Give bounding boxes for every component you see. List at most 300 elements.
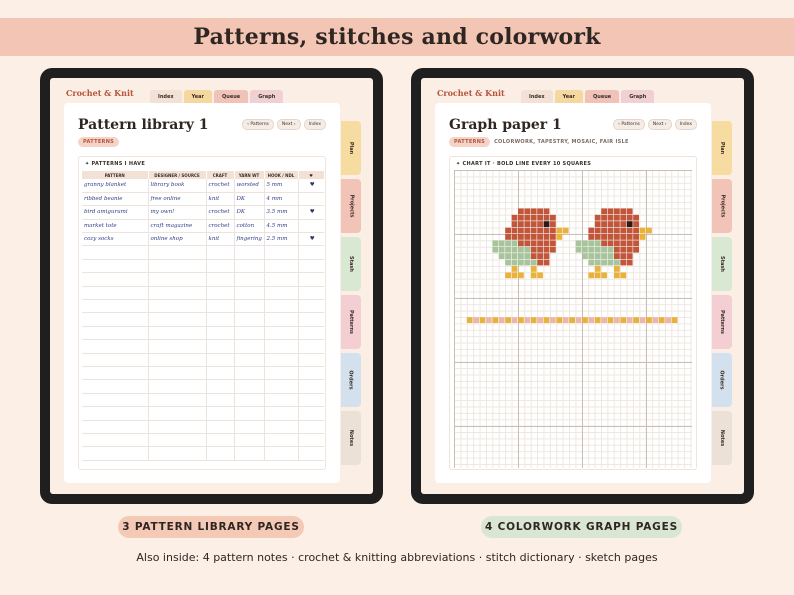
table-cell[interactable]	[234, 447, 264, 460]
tab-year[interactable]: Year	[184, 90, 212, 103]
prev-patterns-button[interactable]: ‹ Patterns	[613, 119, 645, 130]
side-tab-label: Plan	[348, 141, 354, 155]
table-cell[interactable]	[82, 259, 148, 272]
table-cell[interactable]	[264, 313, 298, 326]
table-cell[interactable]	[148, 273, 206, 286]
favorite-heart[interactable]	[298, 192, 324, 205]
table-cell[interactable]: library book	[148, 179, 206, 192]
table-cell[interactable]	[82, 246, 148, 259]
bird-left-stitch	[524, 208, 530, 214]
table-cell[interactable]: ribbed beanie	[82, 192, 148, 205]
table-cell[interactable]	[148, 313, 206, 326]
bird-right-stitch	[627, 228, 633, 234]
favorite-heart[interactable]	[298, 219, 324, 232]
table-cell[interactable]	[298, 246, 324, 259]
bird-left-stitch	[531, 221, 537, 227]
table-row[interactable]	[82, 366, 324, 379]
bird-right-stitch	[620, 272, 626, 278]
table-cell[interactable]	[234, 380, 264, 393]
page-nav	[242, 119, 326, 130]
table-cell[interactable]	[148, 393, 206, 406]
table-cell[interactable]: free online	[148, 192, 206, 205]
next-button[interactable]: Next ›	[277, 119, 301, 130]
table-cell[interactable]	[264, 326, 298, 339]
index-button[interactable]: Index	[675, 119, 697, 130]
border-stitch	[518, 317, 524, 323]
table-cell[interactable]	[298, 393, 324, 406]
table-cell[interactable]	[234, 340, 264, 353]
table-cell[interactable]	[298, 300, 324, 313]
border-stitch	[614, 317, 620, 323]
page-title: Pattern library 1	[78, 117, 209, 133]
bird-left-stitch	[505, 253, 511, 259]
bird-left-stitch	[524, 228, 530, 234]
tab-year[interactable]: Year	[555, 90, 583, 103]
table-cell[interactable]	[264, 433, 298, 446]
table-row[interactable]	[82, 273, 324, 286]
table-cell[interactable]	[264, 420, 298, 433]
side-tab-patterns[interactable]	[712, 295, 732, 349]
planner-page	[435, 103, 711, 483]
table-cell[interactable]	[298, 366, 324, 379]
table-cell[interactable]	[298, 273, 324, 286]
bird-left-stitch	[537, 247, 543, 253]
bird-left-stitch	[537, 234, 543, 240]
section-title: ✦ PATTERNS I HAVE	[85, 161, 146, 167]
border-stitch	[544, 317, 550, 323]
table-cell[interactable]	[264, 300, 298, 313]
tab-graph[interactable]: Graph	[250, 90, 283, 103]
tab-index[interactable]: Index	[150, 90, 182, 103]
table-cell[interactable]	[82, 447, 148, 460]
table-cell[interactable]	[234, 393, 264, 406]
bird-left-stitch	[512, 228, 518, 234]
table-cell[interactable]	[298, 380, 324, 393]
bird-right-stitch	[576, 247, 582, 253]
bird-left-stitch	[531, 228, 537, 234]
border-stitch	[492, 317, 498, 323]
patterns-pill[interactable]: PATTERNS	[78, 137, 119, 147]
side-tab-label: Plan	[719, 141, 725, 155]
table-cell[interactable]	[234, 420, 264, 433]
table-cell[interactable]	[264, 353, 298, 366]
border-stitch	[627, 317, 633, 323]
bird-right-stitch	[601, 228, 607, 234]
table-cell[interactable]	[298, 433, 324, 446]
table-cell[interactable]	[206, 433, 234, 446]
table-cell[interactable]	[234, 273, 264, 286]
table-cell[interactable]	[234, 300, 264, 313]
table-cell[interactable]	[298, 340, 324, 353]
table-cell[interactable]	[148, 340, 206, 353]
graph-pages-caption: 4 COLORWORK GRAPH PAGES	[481, 516, 682, 538]
bird-right-stitch	[601, 247, 607, 253]
bird-left-stitch	[531, 266, 537, 272]
table-cell[interactable]	[298, 313, 324, 326]
side-tab-label: Patterns	[719, 309, 726, 335]
table-row[interactable]	[82, 340, 324, 353]
side-tab-label: Stash	[348, 256, 354, 272]
bird-left-stitch	[550, 247, 556, 253]
next-button[interactable]: Next ›	[648, 119, 672, 130]
table-cell[interactable]	[234, 313, 264, 326]
bird-right-stitch	[588, 247, 594, 253]
bird-left-stitch	[512, 234, 518, 240]
planner-page	[64, 103, 340, 483]
bird-right-stitch	[620, 260, 626, 266]
table-cell[interactable]	[148, 433, 206, 446]
table-row[interactable]	[82, 233, 324, 246]
side-tab-stash[interactable]	[712, 237, 732, 291]
table-cell[interactable]	[264, 273, 298, 286]
table-cell[interactable]	[264, 366, 298, 379]
bird-right-stitch	[595, 272, 601, 278]
index-button[interactable]: Index	[304, 119, 326, 130]
bird-right-stitch	[595, 240, 601, 246]
table-cell[interactable]	[264, 286, 298, 299]
top-tabs	[521, 90, 654, 103]
table-cell[interactable]	[206, 393, 234, 406]
bird-right-stitch	[614, 253, 620, 259]
table-row[interactable]	[82, 259, 324, 272]
side-tab-orders[interactable]	[712, 353, 732, 407]
border-stitch	[531, 317, 537, 323]
bird-left-stitch	[505, 240, 511, 246]
bird-left-stitch	[544, 228, 550, 234]
bird-left-stitch	[505, 260, 511, 266]
side-tab-plan[interactable]	[341, 121, 361, 175]
table-row[interactable]	[82, 393, 324, 406]
bird-left-stitch	[556, 234, 562, 240]
bird-right-stitch	[640, 228, 646, 234]
table-cell[interactable]	[82, 420, 148, 433]
table-cell[interactable]	[298, 407, 324, 420]
table-cell[interactable]	[148, 300, 206, 313]
bird-left-stitch	[524, 247, 530, 253]
table-cell[interactable]	[82, 407, 148, 420]
table-cell[interactable]: DK	[234, 192, 264, 205]
bird-left-stitch	[556, 228, 562, 234]
table-cell[interactable]	[206, 420, 234, 433]
bird-right-stitch	[614, 228, 620, 234]
bird-right-stitch	[620, 234, 626, 240]
table-cell[interactable]	[82, 353, 148, 366]
side-tab-projects[interactable]	[712, 179, 732, 233]
table-cell[interactable]	[234, 246, 264, 259]
tab-queue[interactable]: Queue	[585, 90, 619, 103]
table-cell[interactable]: 2.5 mm	[264, 233, 298, 246]
bird-left-stitch	[531, 260, 537, 266]
table-cell[interactable]	[82, 340, 148, 353]
bird-right-stitch	[595, 253, 601, 259]
table-cell[interactable]	[206, 380, 234, 393]
border-stitch	[563, 317, 569, 323]
table-cell[interactable]	[206, 259, 234, 272]
table-cell[interactable]	[206, 286, 234, 299]
bird-left-stitch	[518, 260, 524, 266]
table-cell[interactable]: 5 mm	[264, 179, 298, 192]
table-cell[interactable]	[264, 407, 298, 420]
table-cell[interactable]	[234, 433, 264, 446]
bird-left-stitch	[537, 215, 543, 221]
table-cell[interactable]: cozy socks	[82, 233, 148, 246]
bird-left-stitch	[512, 272, 518, 278]
column-header: PATTERN	[82, 171, 148, 179]
table-cell[interactable]: granny blanket	[82, 179, 148, 192]
bird-right-stitch	[601, 215, 607, 221]
bird-right-stitch	[608, 221, 614, 227]
bird-left-stitch	[537, 228, 543, 234]
table-row[interactable]	[82, 407, 324, 420]
bird-left-stitch	[524, 253, 530, 259]
table-cell[interactable]	[264, 393, 298, 406]
table-cell[interactable]	[298, 286, 324, 299]
table-cell[interactable]	[82, 286, 148, 299]
favorite-heart[interactable]: ♥	[298, 179, 324, 192]
table-cell[interactable]	[234, 366, 264, 379]
table-row[interactable]	[82, 206, 324, 219]
side-tab-projects[interactable]	[341, 179, 361, 233]
table-cell[interactable]	[234, 353, 264, 366]
border-stitch	[499, 317, 505, 323]
table-cell[interactable]	[206, 407, 234, 420]
border-stitch	[595, 317, 601, 323]
bird-left-stitch	[531, 247, 537, 253]
bird-left-stitch	[524, 234, 530, 240]
border-stitch	[659, 317, 665, 323]
bird-right-stitch	[614, 266, 620, 272]
table-row[interactable]	[82, 313, 324, 326]
bird-left-stitch	[512, 247, 518, 253]
table-cell[interactable]	[82, 313, 148, 326]
tab-queue[interactable]: Queue	[214, 90, 248, 103]
bird-left-stitch	[550, 240, 556, 246]
table-row[interactable]	[82, 380, 324, 393]
table-cell[interactable]	[298, 259, 324, 272]
bird-left-stitch	[512, 266, 518, 272]
table-cell[interactable]: online shop	[148, 233, 206, 246]
side-tab-orders[interactable]	[341, 353, 361, 407]
table-cell[interactable]	[148, 286, 206, 299]
border-stitch	[646, 317, 652, 323]
table-cell[interactable]	[82, 380, 148, 393]
side-tab-label: Notes	[718, 429, 725, 447]
prev-patterns-button[interactable]: ‹ Patterns	[242, 119, 274, 130]
bird-right-stitch	[608, 240, 614, 246]
bird-right-stitch	[588, 272, 594, 278]
bird-right-stitch	[614, 215, 620, 221]
table-row[interactable]	[82, 433, 324, 446]
patterns-pill[interactable]: PATTERNS	[449, 137, 490, 147]
bird-left-stitch	[550, 228, 556, 234]
bird-right-stitch	[595, 228, 601, 234]
patterns-table	[82, 171, 325, 461]
tab-index[interactable]: Index	[521, 90, 553, 103]
bird-left-stitch	[544, 221, 550, 227]
table-cell[interactable]	[206, 326, 234, 339]
bird-left-stitch	[518, 215, 524, 221]
side-tab-notes[interactable]	[712, 411, 732, 465]
table-header-row	[82, 171, 324, 179]
table-cell[interactable]: knit	[206, 192, 234, 205]
table-cell[interactable]	[82, 393, 148, 406]
footer-note: Also inside: 4 pattern notes · crochet & knitting abbreviations · stitch dictionary · sketch pages	[136, 551, 658, 564]
header-banner	[0, 18, 794, 56]
side-tab-label: Orders	[718, 370, 725, 390]
bird-left-stitch	[537, 253, 543, 259]
table-cell[interactable]	[82, 273, 148, 286]
tablet-screen	[50, 78, 373, 494]
table-cell[interactable]	[148, 326, 206, 339]
border-stitch	[652, 317, 658, 323]
table-cell[interactable]	[82, 366, 148, 379]
bird-right-stitch	[614, 234, 620, 240]
favorite-heart[interactable]: ♥	[298, 206, 324, 219]
table-cell[interactable]	[148, 380, 206, 393]
bird-left-stitch	[518, 208, 524, 214]
table-cell[interactable]: crochet	[206, 206, 234, 219]
table-cell[interactable]	[206, 353, 234, 366]
bird-right-stitch	[627, 221, 633, 227]
table-row[interactable]	[82, 192, 324, 205]
table-row[interactable]	[82, 353, 324, 366]
table-cell[interactable]	[298, 447, 324, 460]
table-cell[interactable]: my own!	[148, 206, 206, 219]
table-cell[interactable]	[264, 340, 298, 353]
table-cell[interactable]	[234, 407, 264, 420]
table-cell[interactable]	[148, 246, 206, 259]
table-row[interactable]	[82, 447, 324, 460]
bird-left-stitch	[531, 253, 537, 259]
bird-right-stitch	[608, 228, 614, 234]
bird-left-stitch	[518, 221, 524, 227]
table-cell[interactable]	[148, 366, 206, 379]
table-cell[interactable]	[82, 433, 148, 446]
table-cell[interactable]	[264, 447, 298, 460]
table-cell[interactable]	[264, 259, 298, 272]
side-tab-notes[interactable]	[341, 411, 361, 465]
column-header: DESIGNER / SOURCE	[148, 171, 206, 179]
bird-left-stitch	[499, 247, 505, 253]
bird-right-stitch	[601, 272, 607, 278]
table-cell[interactable]	[206, 313, 234, 326]
table-cell[interactable]: crochet	[206, 179, 234, 192]
table-cell[interactable]: knit	[206, 233, 234, 246]
side-tab-plan[interactable]	[712, 121, 732, 175]
side-tab-stash[interactable]	[341, 237, 361, 291]
bird-right-stitch	[595, 221, 601, 227]
table-cell[interactable]	[264, 246, 298, 259]
bird-right-stitch	[614, 208, 620, 214]
table-cell[interactable]: 3.5 mm	[264, 206, 298, 219]
table-cell[interactable]	[234, 286, 264, 299]
table-row[interactable]	[82, 219, 324, 232]
table-cell[interactable]	[206, 246, 234, 259]
bird-left-stitch	[518, 247, 524, 253]
table-cell[interactable]: worsted	[234, 179, 264, 192]
bird-right-stitch	[633, 215, 639, 221]
table-cell[interactable]: market tote	[82, 219, 148, 232]
table-cell[interactable]: fingering	[234, 233, 264, 246]
graph-box	[449, 156, 697, 470]
bird-right-stitch	[601, 260, 607, 266]
side-tab-label: Patterns	[348, 309, 355, 335]
bird-left-stitch	[550, 215, 556, 221]
table-cell[interactable]: bird amigurumi	[82, 206, 148, 219]
table-cell[interactable]	[82, 300, 148, 313]
table-row[interactable]	[82, 286, 324, 299]
table-cell[interactable]	[206, 300, 234, 313]
table-row[interactable]	[82, 179, 324, 192]
bird-left-stitch	[524, 240, 530, 246]
table-cell[interactable]: DK	[234, 206, 264, 219]
border-stitch	[608, 317, 614, 323]
bird-right-stitch	[595, 266, 601, 272]
bird-right-stitch	[614, 260, 620, 266]
bird-left-stitch	[512, 215, 518, 221]
table-cell[interactable]	[148, 447, 206, 460]
side-tab-patterns[interactable]	[341, 295, 361, 349]
table-cell[interactable]	[206, 273, 234, 286]
bird-right-stitch	[601, 234, 607, 240]
bird-right-stitch	[620, 228, 626, 234]
table-row[interactable]	[82, 326, 324, 339]
table-cell[interactable]	[264, 380, 298, 393]
table-cell[interactable]: 4.5 mm	[264, 219, 298, 232]
table-cell[interactable]	[298, 326, 324, 339]
bird-left-stitch	[537, 260, 543, 266]
table-cell[interactable]	[148, 420, 206, 433]
table-cell[interactable]	[298, 420, 324, 433]
border-stitch	[505, 317, 511, 323]
bird-left-stitch	[524, 221, 530, 227]
table-cell[interactable]	[148, 259, 206, 272]
table-cell[interactable]: cotton	[234, 219, 264, 232]
table-cell[interactable]: craft magazine	[148, 219, 206, 232]
table-cell[interactable]: 4 mm	[264, 192, 298, 205]
tab-graph[interactable]: Graph	[621, 90, 654, 103]
bird-right-stitch	[576, 240, 582, 246]
table-cell[interactable]	[206, 340, 234, 353]
table-cell[interactable]	[298, 353, 324, 366]
table-cell[interactable]	[148, 407, 206, 420]
banner-title: Patterns, stitches and colorwork	[193, 24, 601, 50]
bird-left-stitch	[537, 221, 543, 227]
favorite-heart[interactable]: ♥	[298, 233, 324, 246]
bird-left-stitch	[505, 234, 511, 240]
table-row[interactable]	[82, 246, 324, 259]
table-cell[interactable]	[206, 366, 234, 379]
table-row[interactable]	[82, 420, 324, 433]
border-stitch	[640, 317, 646, 323]
table-cell[interactable]	[82, 326, 148, 339]
page-subtitle	[449, 137, 629, 147]
bird-left-stitch	[550, 234, 556, 240]
table-cell[interactable]	[234, 259, 264, 272]
bird-left-stitch	[531, 208, 537, 214]
brand-logo: Crochet & Knit	[66, 88, 134, 98]
border-stitch	[556, 317, 562, 323]
bird-right-stitch	[620, 221, 626, 227]
border-stitch	[486, 317, 492, 323]
table-cell[interactable]	[234, 326, 264, 339]
table-row[interactable]	[82, 300, 324, 313]
table-cell[interactable]	[206, 447, 234, 460]
bird-left-stitch	[512, 240, 518, 246]
table-cell[interactable]: crochet	[206, 219, 234, 232]
table-cell[interactable]	[148, 353, 206, 366]
bird-right-stitch	[614, 240, 620, 246]
